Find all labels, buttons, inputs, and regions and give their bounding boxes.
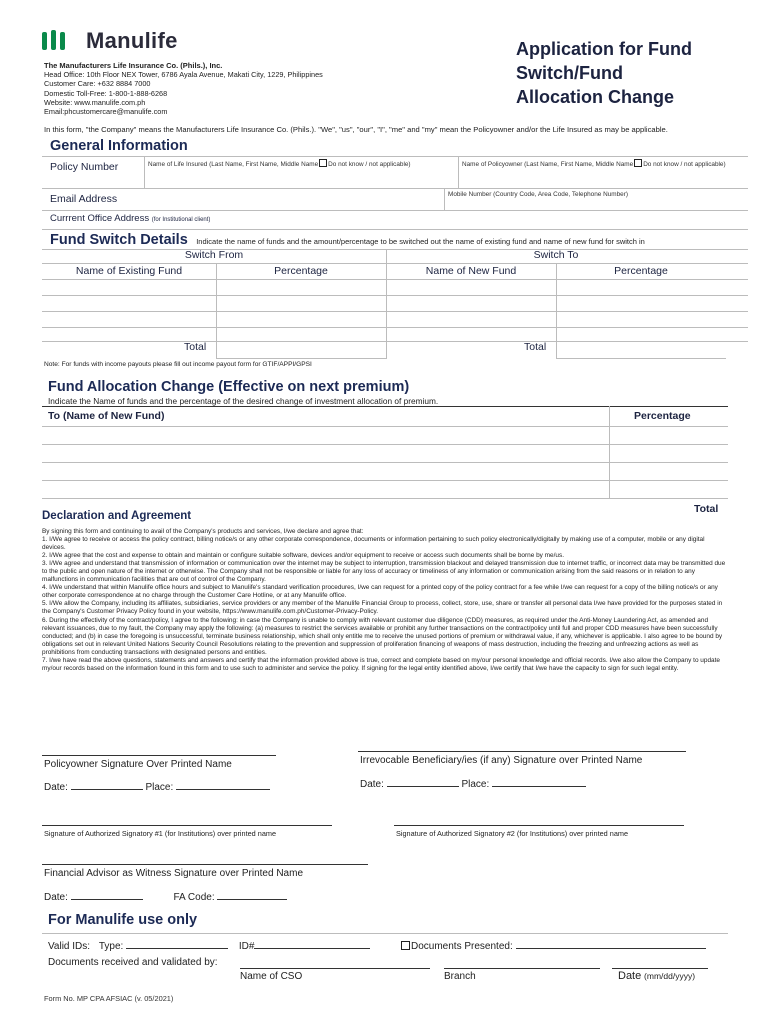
declaration-para: 6. During the effectivity of the contract/policy, I agree to the following: in case the Company is unable to comply with relevant customer due diligence (CDD) measures, as required under the Anti-Money Laundering Act, as amended and relevant issuances, due to my fault, the Company may apply the following: (a) measures to restrict the services available or prohibit any further transactions on the contract/policy until full and proper CDD measures have been successfully conducted; and (b) in case the foregoing is unsuccessful, terminate business relationship, which shall only entitle me to receive the unused portions of premium or withdrawal value, if any, whichever is applicable. I also agree to be bound by obligations set out in relevant United Nations Security Council Resolutions relating to the prevention and suppression of proliferation financing of weapons of mass destruction, including the freezing and unfreezing actions as well as prohibitions from conducting transactions with designated persons and entities. xyxy=(42,616,723,656)
allocation-heading: Fund Allocation Change (Effective on next premium) xyxy=(48,379,410,395)
allocation-instruction: Indicate the Name of funds and the percentage of the desired change of investment allocation of premium. xyxy=(48,396,439,406)
col-to-new-fund: To (Name of New Fund) xyxy=(48,410,165,422)
cso-line[interactable] xyxy=(240,968,430,969)
cso-label: Name of CSO xyxy=(240,971,303,982)
email-address-label[interactable]: Email Address xyxy=(50,193,118,205)
fund-switch-heading: Fund Switch Details xyxy=(50,232,188,248)
declaration-para: 1. I/We agree to receive or access the policy contract, billing notice/s or any other corporate correspondence, documents or information pertaining to such policy electronically/digitally by making use of a computer, mobile or any digital devices. xyxy=(42,536,705,552)
col-percentage-2: Percentage xyxy=(614,265,668,277)
email: Email:phcustomercare@manulife.com xyxy=(44,107,168,117)
general-info-heading: General Information xyxy=(50,138,188,154)
beneficiary-signature-line[interactable] xyxy=(358,751,686,752)
auth2-signature-label: Signature of Authorized Signatory #2 (for Institutions) over printed name xyxy=(396,829,629,838)
fund-switch-instruction: Indicate the name of funds and the amount/percentage to be switched out the name of existing fund and name of new fund for switch in xyxy=(196,237,645,246)
allocation-total-label: Total xyxy=(694,503,719,515)
website: Website: www.manulife.com.ph xyxy=(44,97,146,107)
switch-to-header: Switch To xyxy=(533,249,579,261)
life-insured-field[interactable]: Name of Life Insured (Last Name, First Name, Middle Name Do not know / not applicable) xyxy=(148,161,411,168)
auth2-signature-line[interactable] xyxy=(394,825,684,826)
policyowner-date-place[interactable]: Date: Place: xyxy=(44,780,270,793)
declaration-heading: Declaration and Agreement xyxy=(42,510,192,522)
toll-free: Domestic Toll-Free: 1-800-1-888-6268 xyxy=(44,88,168,98)
beneficiary-date-place[interactable]: Date: Place: xyxy=(360,777,586,790)
income-payout-note: Note: For funds with income payouts please fill out income payout form for GTIF/APPI/GPSI xyxy=(44,361,312,368)
intro-text: In this form, "the Company" means the Manufacturers Life Insurance Co. (Phils.). "We", "us", "our", "I", "me" and "my" mean the Policyowner and/or the Life Insured as may be applicable. xyxy=(44,125,668,134)
branch-label: Branch xyxy=(444,971,476,982)
mobile-number-field[interactable]: Mobile Number (Country Code, Area Code, Telephone Number) xyxy=(448,191,628,198)
policyowner-checkbox[interactable] xyxy=(634,159,642,167)
col-percentage: Percentage xyxy=(274,265,328,277)
company-info xyxy=(44,61,323,116)
form-number: Form No. MP CPA AFSIAC (v. 05/2021) xyxy=(44,994,174,1003)
advisor-signature-label: Financial Advisor as Witness Signature over Printed Name xyxy=(44,868,304,879)
internal-heading: For Manulife use only xyxy=(48,912,198,928)
switch-row[interactable] xyxy=(42,327,748,328)
customer-care: Customer Care: +632 8884 7000 xyxy=(44,79,151,89)
switch-row[interactable] xyxy=(42,295,748,296)
allocation-row[interactable] xyxy=(42,480,728,481)
declaration-para: By signing this form and continuing to avail of the Company's products and services, I/we declare and agree that: xyxy=(42,528,364,535)
col-allocation-pct: Percentage xyxy=(634,410,691,422)
date-line[interactable] xyxy=(612,968,708,969)
switch-from-header: Switch From xyxy=(184,249,244,261)
advisor-date-fa-code[interactable]: Date: FA Code: xyxy=(44,890,287,903)
declaration-para: 7. I/we have read the above questions, statements and answers and certify that the information provided above is true, correct and complete based on my/our personal knowledge and official records. I/we also allow the Company to update my/our records based on the information found in this form and to use such to administer and service the policy. If signing for the legal entity identified above, I/we certify that I/we have the capacity to sign for such legal entity. xyxy=(42,656,720,672)
fund-switch-heading-row xyxy=(50,231,645,249)
documents-presented-row[interactable]: Documents Presented: xyxy=(400,939,706,952)
beneficiary-signature-label: Irrevocable Beneficiary/ies (if any) Signature over Printed Name xyxy=(360,755,643,766)
office-address-field[interactable]: Currrent Office Address (for Institutional client) xyxy=(50,213,211,224)
advisor-signature-line[interactable] xyxy=(42,864,368,865)
life-insured-checkbox[interactable] xyxy=(319,159,327,167)
valid-ids-row[interactable]: Valid IDs: Type: ID# xyxy=(48,939,370,952)
branch-line[interactable] xyxy=(444,968,600,969)
company-name: The Manufacturers Life Insurance Co. (Phils.), Inc. xyxy=(44,61,223,70)
col-existing-fund: Name of Existing Fund xyxy=(75,265,183,277)
date-label: Date (mm/dd/yyyy) xyxy=(618,970,696,982)
switch-from-total-label: Total xyxy=(184,341,207,353)
declaration-para: 2. I/We agree that the cost and expense to obtain and maintain or configure suitable software, devices and/or equipment to receive or access such documents shall be borne by me/us. xyxy=(42,552,564,560)
policyowner-signature-label: Policyowner Signature Over Printed Name xyxy=(44,759,232,770)
received-by-label: Documents received and validated by: xyxy=(48,957,218,968)
form-title: Application for Fund Switch/Fund Allocation Change xyxy=(516,39,692,107)
head-office: Head Office: 10th Floor NEX Tower, 6786 Ayala Avenue, Makati City, 1229, Philippines xyxy=(44,70,323,80)
manulife-logo-icon xyxy=(42,30,70,52)
declaration-para: 4. I/We understand that within Manulife office hours and subject to Manulife's standard verification procedures, I/we can request for a printed copy of the policy contract for a fee while I/we can request for a copy of the billing notice/s or any other corporate correspondence at no charge through the Customer Care Hotline, or at any Manulife office. xyxy=(42,584,718,600)
declaration-para: 3. I/We agree and understand that transmission of information or communication over the internet may be subject to interruption, transmission blackout and delayed transmission due to internet traffic, or incorrect data may be transmitted due to the public and open nature of the internet or otherwise. The Company shall not be responsible or liable for any loss of accuracy or timeliness of any information or communication arising from the said reasons or in relation to any malfunctions in communication facilities that are out of control of the Company. xyxy=(42,560,726,584)
policyowner-signature-line[interactable] xyxy=(42,755,276,756)
declaration-para: 5. I/We allow the Company, including its affiliates, subsidiaries, service providers or any member of the Manulife Financial Group to process, collect, store, use, share or transfer all personal data I/we have provided for the purposes stated in the Company's Customer Privacy Policy found in your website, https://www.manulife.com.ph/Customer-Privacy-Policy. xyxy=(42,600,723,616)
documents-presented-checkbox[interactable] xyxy=(401,941,410,950)
auth1-signature-label: Signature of Authorized Signatory #1 (for Institutions) over printed name xyxy=(44,829,277,838)
auth1-signature-line[interactable] xyxy=(42,825,332,826)
switch-row[interactable] xyxy=(42,341,748,342)
switch-row[interactable] xyxy=(42,311,748,312)
brand-name: Manulife xyxy=(86,28,178,53)
switch-to-total-label: Total xyxy=(524,341,547,353)
col-new-fund: Name of New Fund xyxy=(425,265,517,277)
policyowner-field[interactable]: Name of Policyowner (Last Name, First Name, Middle Name Do not know / not applicable) xyxy=(462,161,726,168)
allocation-row[interactable] xyxy=(42,498,728,499)
allocation-row[interactable] xyxy=(42,444,728,445)
declaration-body xyxy=(42,528,728,673)
policy-number-label: Policy Number xyxy=(50,161,119,173)
allocation-row[interactable] xyxy=(42,462,728,463)
